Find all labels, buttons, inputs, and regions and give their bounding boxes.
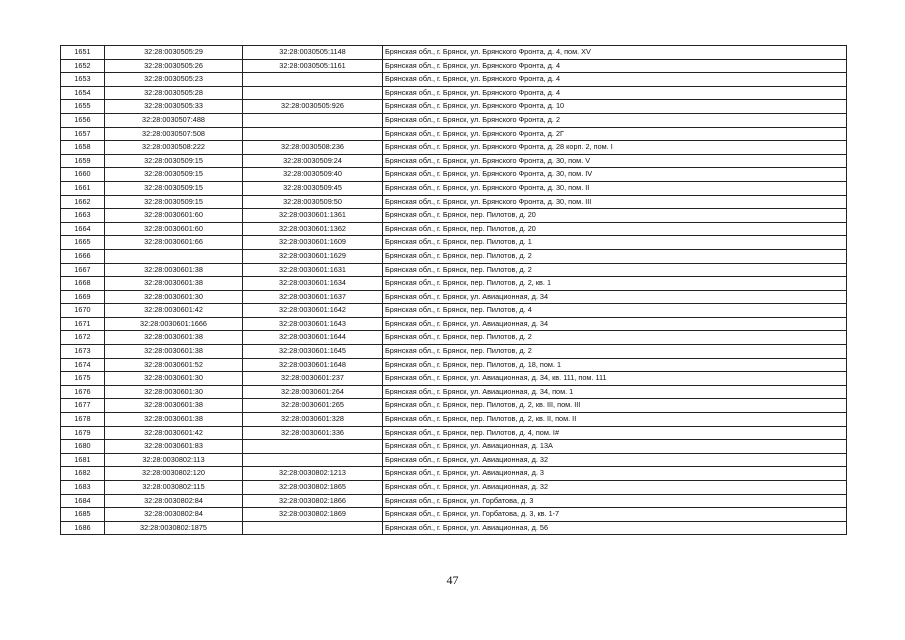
land-cadastral-number-cell: 32:28:0030509:15 <box>105 195 243 209</box>
row-number-cell: 1653 <box>61 73 105 87</box>
land-cadastral-number-cell: 32:28:0030601:52 <box>105 358 243 372</box>
land-cadastral-number-cell: 32:28:0030601:30 <box>105 290 243 304</box>
land-cadastral-number-cell: 32:28:0030601:42 <box>105 304 243 318</box>
address-cell: Брянская обл., г. Брянск, ул. Авиационная, д. 3 <box>383 467 847 481</box>
table-row <box>61 508 847 522</box>
object-cadastral-number-cell: 32:28:0030601:237 <box>243 372 383 386</box>
object-cadastral-number-cell: 32:28:0030802:1869 <box>243 508 383 522</box>
land-cadastral-number-cell: 32:28:0030601:30 <box>105 372 243 386</box>
table-row <box>61 481 847 495</box>
row-number-cell: 1674 <box>61 358 105 372</box>
land-cadastral-number-cell: 32:28:0030509:15 <box>105 154 243 168</box>
land-cadastral-number-cell: 32:28:0030802:115 <box>105 481 243 495</box>
table-row <box>61 290 847 304</box>
address-cell: Брянская обл., г. Брянск, ул. Брянского Фронта, д. 4 <box>383 86 847 100</box>
row-number-cell: 1683 <box>61 481 105 495</box>
object-cadastral-number-cell: 32:28:0030601:328 <box>243 413 383 427</box>
table-row <box>61 331 847 345</box>
table-row <box>61 263 847 277</box>
address-cell: Брянская обл., г. Брянск, ул. Брянского Фронта, д. 10 <box>383 100 847 114</box>
table-row <box>61 195 847 209</box>
table-row <box>61 127 847 141</box>
table-row <box>61 521 847 535</box>
address-cell: Брянская обл., г. Брянск, ул. Брянского Фронта, д. 2Г <box>383 127 847 141</box>
address-cell: Брянская обл., г. Брянск, ул. Брянского Фронта, д. 4, пом. XV <box>383 46 847 60</box>
object-cadastral-number-cell: 32:28:0030509:24 <box>243 154 383 168</box>
object-cadastral-number-cell: 32:28:0030601:1645 <box>243 345 383 359</box>
address-cell: Брянская обл., г. Брянск, ул. Авиационная, д. 13А <box>383 440 847 454</box>
object-cadastral-number-cell <box>243 86 383 100</box>
land-cadastral-number-cell: 32:28:0030802:84 <box>105 494 243 508</box>
object-cadastral-number-cell: 32:28:0030509:45 <box>243 181 383 195</box>
table-row <box>61 141 847 155</box>
row-number-cell: 1684 <box>61 494 105 508</box>
object-cadastral-number-cell: 32:28:0030601:265 <box>243 399 383 413</box>
land-cadastral-number-cell: 32:28:0030508:222 <box>105 141 243 155</box>
table-row <box>61 100 847 114</box>
address-cell: Брянская обл., г. Брянск, ул. Брянского Фронта, д. 4 <box>383 59 847 73</box>
table-row <box>61 426 847 440</box>
object-cadastral-number-cell <box>243 521 383 535</box>
row-number-cell: 1662 <box>61 195 105 209</box>
land-cadastral-number-cell: 32:28:0030505:29 <box>105 46 243 60</box>
object-cadastral-number-cell: 32:28:0030601:1634 <box>243 277 383 291</box>
object-cadastral-number-cell: 32:28:0030601:336 <box>243 426 383 440</box>
table-row <box>61 249 847 263</box>
object-cadastral-number-cell: 32:28:0030601:1637 <box>243 290 383 304</box>
row-number-cell: 1658 <box>61 141 105 155</box>
object-cadastral-number-cell: 32:28:0030601:1642 <box>243 304 383 318</box>
address-cell: Брянская обл., г. Брянск, пер. Пилотов, д. 2, кв. 1 <box>383 277 847 291</box>
table-row <box>61 209 847 223</box>
table-row <box>61 453 847 467</box>
address-cell: Брянская обл., г. Брянск, ул. Брянского Фронта, д. 30, пом. III <box>383 195 847 209</box>
land-cadastral-number-cell: 32:28:0030601:30 <box>105 385 243 399</box>
table-row <box>61 372 847 386</box>
object-cadastral-number-cell <box>243 113 383 127</box>
object-cadastral-number-cell: 32:28:0030601:1629 <box>243 249 383 263</box>
table-row <box>61 440 847 454</box>
object-cadastral-number-cell: 32:28:0030802:1866 <box>243 494 383 508</box>
table-row <box>61 413 847 427</box>
address-cell: Брянская обл., г. Брянск, ул. Авиационная, д. 56 <box>383 521 847 535</box>
address-cell: Брянская обл., г. Брянск, пер. Пилотов, д. 4 <box>383 304 847 318</box>
address-cell: Брянская обл., г. Брянск, ул. Горбатова, д. 3 <box>383 494 847 508</box>
address-cell: Брянская обл., г. Брянск, ул. Горбатова, д. 3, кв. 1-7 <box>383 508 847 522</box>
row-number-cell: 1656 <box>61 113 105 127</box>
land-cadastral-number-cell: 32:28:0030505:33 <box>105 100 243 114</box>
row-number-cell: 1686 <box>61 521 105 535</box>
address-cell: Брянская обл., г. Брянск, ул. Брянского Фронта, д. 2 <box>383 113 847 127</box>
table-row <box>61 222 847 236</box>
land-cadastral-number-cell: 32:28:0030509:15 <box>105 168 243 182</box>
land-cadastral-number-cell: 32:28:0030505:26 <box>105 59 243 73</box>
address-cell: Брянская обл., г. Брянск, пер. Пилотов, д. 2, кв. II, пом. II <box>383 413 847 427</box>
address-cell: Брянская обл., г. Брянск, ул. Авиационная, д. 34 <box>383 290 847 304</box>
object-cadastral-number-cell: 32:28:0030601:1644 <box>243 331 383 345</box>
row-number-cell: 1668 <box>61 277 105 291</box>
address-cell: Брянская обл., г. Брянск, ул. Брянского Фронта, д. 30, пом. V <box>383 154 847 168</box>
row-number-cell: 1657 <box>61 127 105 141</box>
address-cell: Брянская обл., г. Брянск, ул. Авиационная, д. 34, пом. 1 <box>383 385 847 399</box>
land-cadastral-number-cell: 32:28:0030802:84 <box>105 508 243 522</box>
row-number-cell: 1666 <box>61 249 105 263</box>
object-cadastral-number-cell <box>243 453 383 467</box>
land-cadastral-number-cell: 32:28:0030601:42 <box>105 426 243 440</box>
object-cadastral-number-cell: 32:28:0030601:1361 <box>243 209 383 223</box>
table-row <box>61 113 847 127</box>
land-cadastral-number-cell: 32:28:0030601:83 <box>105 440 243 454</box>
land-cadastral-number-cell: 32:28:0030601:60 <box>105 209 243 223</box>
object-cadastral-number-cell: 32:28:0030601:1362 <box>243 222 383 236</box>
row-number-cell: 1679 <box>61 426 105 440</box>
address-cell: Брянская обл., г. Брянск, пер. Пилотов, д. 2 <box>383 345 847 359</box>
land-cadastral-number-cell: 32:28:0030601:38 <box>105 399 243 413</box>
row-number-cell: 1676 <box>61 385 105 399</box>
land-cadastral-number-cell: 32:28:0030601:38 <box>105 331 243 345</box>
land-cadastral-number-cell: 32:28:0030601:1666 <box>105 317 243 331</box>
land-cadastral-number-cell: 32:28:0030802:1875 <box>105 521 243 535</box>
land-cadastral-number-cell: 32:28:0030601:60 <box>105 222 243 236</box>
table-row <box>61 154 847 168</box>
object-cadastral-number-cell: 32:28:0030505:1161 <box>243 59 383 73</box>
row-number-cell: 1678 <box>61 413 105 427</box>
address-cell: Брянская обл., г. Брянск, пер. Пилотов, д. 2 <box>383 331 847 345</box>
row-number-cell: 1659 <box>61 154 105 168</box>
row-number-cell: 1669 <box>61 290 105 304</box>
object-cadastral-number-cell: 32:28:0030802:1213 <box>243 467 383 481</box>
object-cadastral-number-cell: 32:28:0030802:1865 <box>243 481 383 495</box>
land-cadastral-number-cell: 32:28:0030601:38 <box>105 277 243 291</box>
land-cadastral-number-cell: 32:28:0030507:508 <box>105 127 243 141</box>
table-row <box>61 467 847 481</box>
land-cadastral-number-cell: 32:28:0030601:66 <box>105 236 243 250</box>
row-number-cell: 1665 <box>61 236 105 250</box>
table-row <box>61 46 847 60</box>
row-number-cell: 1660 <box>61 168 105 182</box>
address-cell: Брянская обл., г. Брянск, ул. Авиационная, д. 32 <box>383 453 847 467</box>
address-cell: Брянская обл., г. Брянск, пер. Пилотов, д. 2 <box>383 263 847 277</box>
address-cell: Брянская обл., г. Брянск, пер. Пилотов, д. 20 <box>383 209 847 223</box>
table-row <box>61 236 847 250</box>
address-cell: Брянская обл., г. Брянск, ул. Брянского Фронта, д. 30, пом. II <box>383 181 847 195</box>
address-cell: Брянская обл., г. Брянск, ул. Авиационная, д. 34 <box>383 317 847 331</box>
row-number-cell: 1685 <box>61 508 105 522</box>
table-row <box>61 168 847 182</box>
object-cadastral-number-cell: 32:28:0030505:1148 <box>243 46 383 60</box>
land-cadastral-number-cell: 32:28:0030802:113 <box>105 453 243 467</box>
row-number-cell: 1673 <box>61 345 105 359</box>
object-cadastral-number-cell: 32:28:0030505:926 <box>243 100 383 114</box>
table-row <box>61 345 847 359</box>
row-number-cell: 1680 <box>61 440 105 454</box>
row-number-cell: 1670 <box>61 304 105 318</box>
object-cadastral-number-cell: 32:28:0030601:1609 <box>243 236 383 250</box>
row-number-cell: 1672 <box>61 331 105 345</box>
table-row <box>61 304 847 318</box>
row-number-cell: 1651 <box>61 46 105 60</box>
object-cadastral-number-cell <box>243 127 383 141</box>
object-cadastral-number-cell: 32:28:0030601:1631 <box>243 263 383 277</box>
address-cell: Брянская обл., г. Брянск, пер. Пилотов, д. 2, кв. III, пом. III <box>383 399 847 413</box>
land-cadastral-number-cell <box>105 249 243 263</box>
address-cell: Брянская обл., г. Брянск, пер. Пилотов, д. 1 <box>383 236 847 250</box>
address-cell: Брянская обл., г. Брянск, пер. Пилотов, д. 18, пом. 1 <box>383 358 847 372</box>
land-cadastral-number-cell: 32:28:0030601:38 <box>105 413 243 427</box>
row-number-cell: 1655 <box>61 100 105 114</box>
table-row <box>61 494 847 508</box>
land-cadastral-number-cell: 32:28:0030601:38 <box>105 345 243 359</box>
row-number-cell: 1664 <box>61 222 105 236</box>
row-number-cell: 1654 <box>61 86 105 100</box>
table-row <box>61 73 847 87</box>
row-number-cell: 1681 <box>61 453 105 467</box>
land-cadastral-number-cell: 32:28:0030505:28 <box>105 86 243 100</box>
row-number-cell: 1663 <box>61 209 105 223</box>
page-number: 47 <box>446 573 459 587</box>
address-cell: Брянская обл., г. Брянск, ул. Брянского Фронта, д. 30, пом. IV <box>383 168 847 182</box>
table-row <box>61 399 847 413</box>
address-cell: Брянская обл., г. Брянск, ул. Авиационная, д. 34, кв. 111, пом. 111 <box>383 372 847 386</box>
land-cadastral-number-cell: 32:28:0030601:38 <box>105 263 243 277</box>
row-number-cell: 1677 <box>61 399 105 413</box>
address-cell: Брянская обл., г. Брянск, пер. Пилотов, д. 4, пом. I# <box>383 426 847 440</box>
address-cell: Брянская обл., г. Брянск, ул. Брянского Фронта, д. 4 <box>383 73 847 87</box>
row-number-cell: 1661 <box>61 181 105 195</box>
registry-table <box>60 45 847 535</box>
object-cadastral-number-cell: 32:28:0030509:40 <box>243 168 383 182</box>
table-row <box>61 317 847 331</box>
object-cadastral-number-cell <box>243 73 383 87</box>
registry-table-body <box>61 46 847 535</box>
table-row <box>61 277 847 291</box>
table-row <box>61 358 847 372</box>
table-row <box>61 385 847 399</box>
land-cadastral-number-cell: 32:28:0030505:23 <box>105 73 243 87</box>
object-cadastral-number-cell: 32:28:0030601:1648 <box>243 358 383 372</box>
row-number-cell: 1667 <box>61 263 105 277</box>
table-row <box>61 86 847 100</box>
address-cell: Брянская обл., г. Брянск, пер. Пилотов, д. 2 <box>383 249 847 263</box>
object-cadastral-number-cell: 32:28:0030601:264 <box>243 385 383 399</box>
row-number-cell: 1652 <box>61 59 105 73</box>
object-cadastral-number-cell: 32:28:0030508:236 <box>243 141 383 155</box>
address-cell: Брянская обл., г. Брянск, ул. Авиационная, д. 32 <box>383 481 847 495</box>
row-number-cell: 1675 <box>61 372 105 386</box>
land-cadastral-number-cell: 32:28:0030509:15 <box>105 181 243 195</box>
table-row <box>61 59 847 73</box>
row-number-cell: 1671 <box>61 317 105 331</box>
table-row <box>61 181 847 195</box>
object-cadastral-number-cell: 32:28:0030509:50 <box>243 195 383 209</box>
address-cell: Брянская обл., г. Брянск, пер. Пилотов, д. 20 <box>383 222 847 236</box>
object-cadastral-number-cell: 32:28:0030601:1643 <box>243 317 383 331</box>
document-page <box>60 45 847 535</box>
row-number-cell: 1682 <box>61 467 105 481</box>
land-cadastral-number-cell: 32:28:0030507:488 <box>105 113 243 127</box>
address-cell: Брянская обл., г. Брянск, ул. Брянского Фронта, д. 28 корп. 2, пом. I <box>383 141 847 155</box>
land-cadastral-number-cell: 32:28:0030802:120 <box>105 467 243 481</box>
object-cadastral-number-cell <box>243 440 383 454</box>
